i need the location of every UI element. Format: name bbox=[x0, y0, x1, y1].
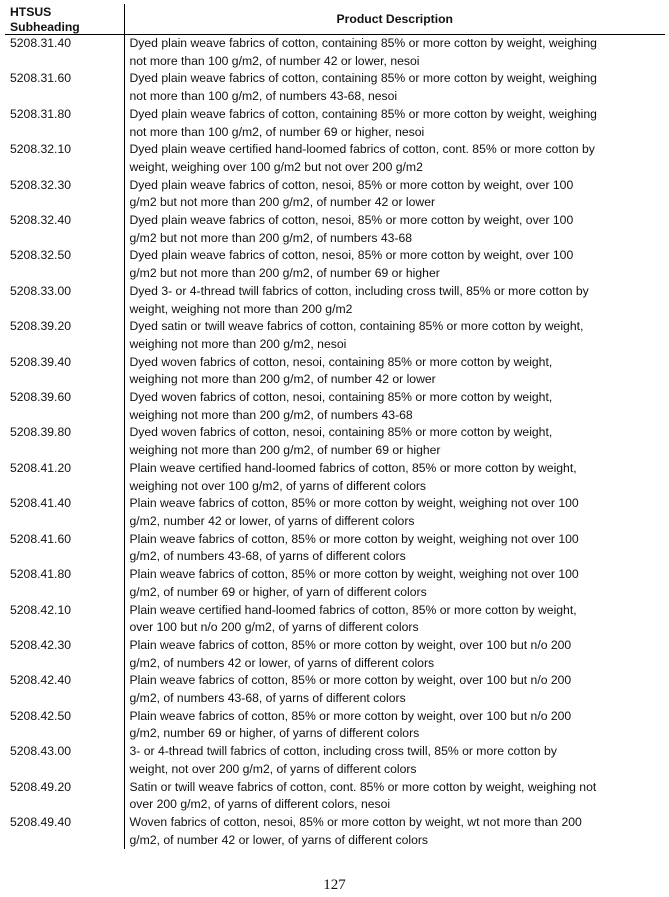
description-line: weight, weighing not more than 200 g/m2 bbox=[129, 301, 353, 316]
header-htsus-label: HTSUS bbox=[10, 5, 52, 19]
product-description bbox=[124, 424, 665, 459]
description-line: weighing not more than 200 g/m2, of numbers 43-68 bbox=[129, 407, 413, 422]
subheading-code: 5208.42.50 bbox=[10, 708, 71, 723]
description-line: Dyed woven fabrics of cotton, nesoi, containing 85% or more cotton by weight, bbox=[129, 390, 553, 405]
subheading-code: 5208.32.30 bbox=[10, 177, 71, 192]
description-line: Dyed 3- or 4-thread twill fabrics of cotton, including cross twill, 85% or more cotton by bbox=[129, 283, 589, 298]
subheading-code: 5208.31.60 bbox=[10, 71, 71, 86]
description-line: g/m2, of numbers 42 or lower, of yarns of different colors bbox=[129, 655, 435, 670]
description-line: weighing not more than 200 g/m2, of number 69 or higher bbox=[129, 443, 441, 458]
table-row bbox=[5, 566, 665, 601]
subheading-code: 5208.31.40 bbox=[10, 36, 71, 50]
description-line: g/m2, of number 42 or lower, of yarns of different colors bbox=[129, 832, 429, 847]
table-row bbox=[5, 283, 665, 318]
description-line: 3- or 4-thread twill fabrics of cotton, including cross twill, 85% or more cotton by bbox=[129, 744, 557, 759]
table-row bbox=[5, 495, 665, 530]
product-description bbox=[124, 708, 665, 743]
table-row bbox=[5, 602, 665, 637]
subheading-code: 5208.32.40 bbox=[10, 213, 71, 228]
product-description bbox=[124, 531, 665, 566]
product-description bbox=[124, 70, 665, 105]
description-line: g/m2, of numbers 43-68, of yarns of different colors bbox=[129, 691, 406, 706]
table-row bbox=[5, 106, 665, 141]
table-row bbox=[5, 389, 665, 424]
description-line: Plain weave fabrics of cotton, 85% or more cotton by weight, weighing not over 100 bbox=[129, 531, 579, 546]
table-row bbox=[5, 318, 665, 353]
table-row bbox=[5, 141, 665, 176]
product-description bbox=[124, 106, 665, 141]
table-body bbox=[5, 35, 665, 850]
product-description bbox=[124, 35, 665, 71]
subheading-code: 5208.42.10 bbox=[10, 602, 71, 617]
subheading-code: 5208.32.50 bbox=[10, 248, 71, 263]
product-description bbox=[124, 460, 665, 495]
product-description bbox=[124, 672, 665, 707]
table-row bbox=[5, 70, 665, 105]
subheading-code: 5208.41.80 bbox=[10, 567, 71, 582]
subheading-code: 5208.33.00 bbox=[10, 283, 71, 298]
description-line: Dyed plain weave certified hand-loomed fabrics of cotton, cont. 85% or more cotton by bbox=[129, 142, 595, 157]
description-line: Dyed plain weave fabrics of cotton, nesoi, 85% or more cotton by weight, over 100 bbox=[129, 177, 574, 192]
description-line: Dyed plain weave fabrics of cotton, containing 85% or more cotton by weight, weighing bbox=[129, 106, 597, 121]
subheading-code: 5208.41.20 bbox=[10, 460, 71, 475]
product-description bbox=[124, 602, 665, 637]
description-line: Dyed plain weave fabrics of cotton, containing 85% or more cotton by weight, weighing bbox=[129, 36, 597, 50]
subheading-code: 5208.32.10 bbox=[10, 142, 71, 157]
subheading-code: 5208.42.40 bbox=[10, 673, 71, 688]
description-line: not more than 100 g/m2, of numbers 43-68, nesoi bbox=[129, 89, 398, 104]
subheading-code: 5208.31.80 bbox=[10, 106, 71, 121]
description-line: g/m2, of number 69 or higher, of yarn of different colors bbox=[129, 584, 427, 599]
product-description bbox=[124, 637, 665, 672]
description-line: g/m2, number 42 or lower, of yarns of different colors bbox=[129, 513, 415, 528]
description-line: Dyed satin or twill weave fabrics of cotton, containing 85% or more cotton by weight, bbox=[129, 319, 584, 334]
subheading-code: 5208.39.40 bbox=[10, 354, 71, 369]
table-row bbox=[5, 247, 665, 282]
table-row bbox=[5, 637, 665, 672]
table-row bbox=[5, 354, 665, 389]
description-line: not more than 100 g/m2, of number 42 or lower, nesoi bbox=[129, 53, 420, 68]
description-line: Plain weave certified hand-loomed fabrics of cotton, 85% or more cotton by weight, bbox=[129, 602, 577, 617]
subheading-code: 5208.39.60 bbox=[10, 390, 71, 405]
subheading-code: 5208.43.00 bbox=[10, 744, 71, 759]
description-line: weighing not over 100 g/m2, of yarns of different colors bbox=[129, 478, 427, 493]
description-line: weight, weighing over 100 g/m2 but not over 200 g/m2 bbox=[129, 159, 423, 174]
product-description bbox=[124, 318, 665, 353]
description-line: weight, not over 200 g/m2, of yarns of different colors bbox=[129, 761, 417, 776]
subheading-code: 5208.49.20 bbox=[10, 779, 71, 794]
description-line: Plain weave certified hand-loomed fabrics of cotton, 85% or more cotton by weight, bbox=[129, 460, 577, 475]
product-description bbox=[124, 495, 665, 530]
table-row bbox=[5, 779, 665, 814]
product-description bbox=[124, 247, 665, 282]
description-line: Plain weave fabrics of cotton, 85% or more cotton by weight, over 100 but n/o 200 bbox=[129, 708, 572, 723]
description-line: Dyed plain weave fabrics of cotton, nesoi, 85% or more cotton by weight, over 100 bbox=[129, 213, 574, 228]
description-line: g/m2 but not more than 200 g/m2, of number 42 or lower bbox=[129, 195, 436, 210]
description-line: Woven fabrics of cotton, nesoi, 85% or more cotton by weight, wt not more than 200 bbox=[129, 814, 582, 829]
description-line: Dyed plain weave fabrics of cotton, containing 85% or more cotton by weight, weighing bbox=[129, 71, 597, 86]
subheading-code: 5208.41.60 bbox=[10, 531, 71, 546]
description-line: Plain weave fabrics of cotton, 85% or more cotton by weight, over 100 but n/o 200 bbox=[129, 637, 572, 652]
subheading-code: 5208.41.40 bbox=[10, 496, 71, 511]
product-description bbox=[124, 814, 665, 849]
table-row bbox=[5, 35, 665, 71]
product-description bbox=[124, 389, 665, 424]
subheading-code: 5208.49.40 bbox=[10, 814, 71, 829]
product-description bbox=[124, 177, 665, 212]
description-line: not more than 100 g/m2, of number 69 or higher, nesoi bbox=[129, 124, 425, 139]
htsus-table bbox=[5, 4, 665, 849]
table-header-row bbox=[5, 4, 665, 35]
description-line: over 200 g/m2, of yarns of different colors, nesoi bbox=[129, 797, 391, 812]
description-line: weighing not more than 200 g/m2, of number 42 or lower bbox=[129, 372, 436, 387]
product-description bbox=[124, 354, 665, 389]
description-line: over 100 but n/o 200 g/m2, of yarns of different colors bbox=[129, 620, 419, 635]
table-row bbox=[5, 814, 665, 849]
page-number: 127 bbox=[323, 877, 346, 893]
subheading-code: 5208.39.20 bbox=[10, 319, 71, 334]
description-column-header: Product Description bbox=[124, 4, 665, 35]
product-description bbox=[124, 141, 665, 176]
description-line: Dyed woven fabrics of cotton, nesoi, containing 85% or more cotton by weight, bbox=[129, 354, 553, 369]
product-description bbox=[124, 779, 665, 814]
description-line: Dyed plain weave fabrics of cotton, nesoi, 85% or more cotton by weight, over 100 bbox=[129, 248, 574, 263]
header-subheading-label: Subheading bbox=[10, 19, 80, 34]
product-description bbox=[124, 743, 665, 778]
description-line: g/m2 but not more than 200 g/m2, of numbers 43-68 bbox=[129, 230, 413, 245]
description-line: Satin or twill weave fabrics of cotton, cont. 85% or more cotton by weight, weighing not bbox=[129, 779, 597, 794]
table-row bbox=[5, 424, 665, 459]
product-description bbox=[124, 566, 665, 601]
table-row bbox=[5, 743, 665, 778]
table-row bbox=[5, 531, 665, 566]
table-row bbox=[5, 460, 665, 495]
product-description bbox=[124, 212, 665, 247]
table-row bbox=[5, 212, 665, 247]
subheading-code: 5208.42.30 bbox=[10, 637, 71, 652]
description-line: g/m2, number 69 or higher, of yarns of different colors bbox=[129, 726, 420, 741]
description-line: g/m2 but not more than 200 g/m2, of number 69 or higher bbox=[129, 266, 440, 281]
description-line: Dyed woven fabrics of cotton, nesoi, containing 85% or more cotton by weight, bbox=[129, 425, 553, 440]
description-line: Plain weave fabrics of cotton, 85% or more cotton by weight, weighing not over 100 bbox=[129, 567, 579, 582]
subheading-code: 5208.39.80 bbox=[10, 425, 71, 440]
description-line: Plain weave fabrics of cotton, 85% or more cotton by weight, over 100 but n/o 200 bbox=[129, 673, 572, 688]
product-description bbox=[124, 283, 665, 318]
description-line: g/m2, of numbers 43-68, of yarns of different colors bbox=[129, 549, 406, 564]
table-row bbox=[5, 177, 665, 212]
description-line: weighing not more than 200 g/m2, nesoi bbox=[129, 336, 347, 351]
table-row bbox=[5, 708, 665, 743]
description-line: Plain weave fabrics of cotton, 85% or more cotton by weight, weighing not over 100 bbox=[129, 496, 579, 511]
table-row bbox=[5, 672, 665, 707]
subheading-column-header bbox=[5, 4, 124, 35]
